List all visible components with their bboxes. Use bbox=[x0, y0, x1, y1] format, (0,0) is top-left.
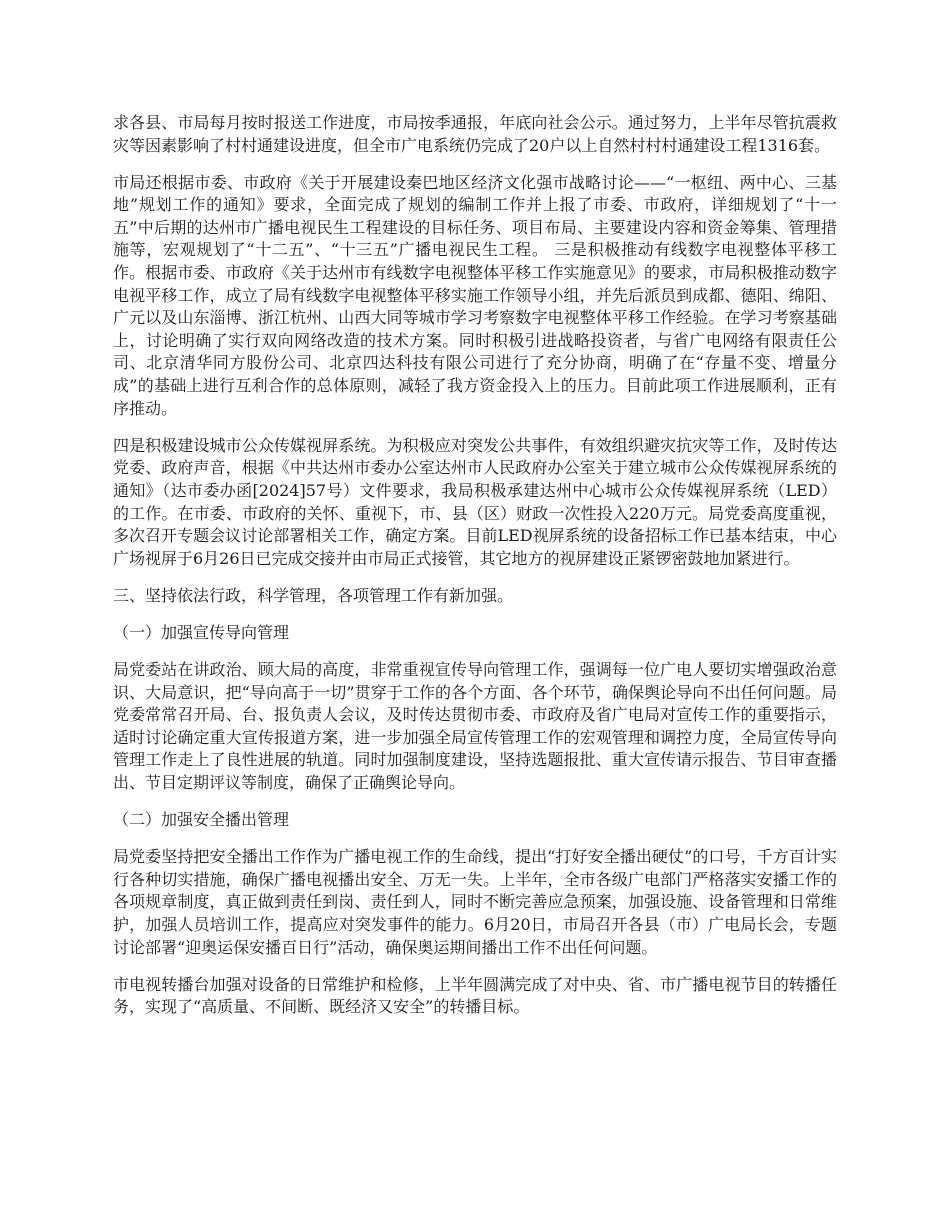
paragraph-village-coverage: 求各县、市局每月按时报送工作进度，市局按季通报，年底向社会公示。通过努力，上半年尽管抗震救灾等因素影响了村村通建设进度，但全市广电系统仍完成了20户以上自然村村村通建设工程1316套。 bbox=[113, 113, 837, 155]
paragraph-relay-station: 市电视转播台加强对设备的日常维护和检修，上半年圆满完成了对中央、省、市广播电视节目的转播任务，实现了“高质量、不间断、既经济又安全”的转播目标。 bbox=[113, 974, 837, 1017]
paragraph-broadcast-safety: 局党委坚持把安全播出工作作为广播电视工作的生命线，提出“打好安全播出硬仗”的口号，千方百计实行各种切实措施，确保广播电视播出安全、万无一失。上半年，全市各级广电部门严格落实安播工作的各项规章制度，真正做到责任到岗、责任到人，同时不断完善应急预案，加强设施、设备管理和日常维护，加强人员培训工作，提高应对突发事件的能力。6月20日，市局召开各县（市）广电局长会，专题讨论部署“迎奥运保安播百日行”活动，确保奥运期间播出工作不出任何问题。 bbox=[113, 847, 837, 957]
section-heading-administration: 三、坚持依法行政，科学管理，各项管理工作有新加强。 bbox=[113, 585, 514, 605]
document-body bbox=[113, 112, 837, 1033]
subheading-broadcast-safety: （二）加强安全播出管理 bbox=[113, 810, 290, 830]
paragraph-planning-digital-tv: 市局还根据市委、市政府《关于开展建设秦巴地区经济文化强市战略讨论——“一枢纽、两中心、三基地”规划工作的通知》要求，全面完成了规划的编制工作并上报了市委、市政府，详细规划了“十一五”中后期的达州市广播电视民生工程建设的目标任务、项目布局、主要建设内容和资金筹集、管理措施等，宏观规划了“十二五”、“十三五”广播电视民生工程。 三是积极推动有线数字电视整体平移工作。根据市委、市政府《关于达州市有线数字电视整体平移工作实施意见》的要求，市局积极推动数字电视平移工作，成立了局有线数字电视整体平移实施工作领导小组，并先后派员到成都、德阳、绵阳、广元以及山东淄博、浙江杭州、山西大同等城市学习考察数字电视整体平移工作经验。在学习考察基础上，讨论明确了实行双向网络改造的技术方案。同时积极引进战略投资者，与省广电网络有限责任公司、北京清华同方股份公司、北京四达科技有限公司进行了充分协商，明确了在“存量不变、增量分成”的基础上进行互利合作的总体原则，减轻了我方资金投入上的压力。目前此项工作进展顺利，正有序推动。 bbox=[113, 172, 837, 418]
paragraph-public-media-screen: 四是积极建设城市公众传媒视屏系统。为积极应对突发公共事件，有效组织避灾抗灾等工作，及时传达党委、政府声音，根据《中共达州市委办公室达州市人民政府办公室关于建立城市公众传媒视屏系统的通知》（达市委办函[2024]57号）文件要求，我局积极承建达州中心城市公众传媒视屏系统（LED）的工作。在市委、市政府的关怀、重视下，市、县（区）财政一次性投入220万元。局党委高度重视，多次召开专题会议讨论部署相关工作，确定方案。目前LED视屏系统的设备招标工作已基本结束，中心广场视屏于6月26日已完成交接并由市局正式接管，其它地方的视屏建设正紧锣密鼓地加紧进行。 bbox=[113, 435, 837, 568]
paragraph-propaganda-management: 局党委站在讲政治、顾大局的高度，非常重视宣传导向管理工作，强调每一位广电人要切实增强政治意识、大局意识，把“导向高于一切”贯穿于工作的各个方面、各个环节，确保舆论导向不出任何问题。局党委常常召开局、台、报负责人会议，及时传达贯彻市委、市政府及省广电局对宣传工作的重要指示，适时讨论确定重大宣传报道方案，进一步加强全局宣传管理工作的宏观管理和调控力度，全局宣传导向管理工作走上了良性进展的轨道。同时加强制度建设，坚持选题报批、重大宣传请示报告、节目审查播出、节目定期评议等制度，确保了正确舆论导向。 bbox=[113, 659, 837, 792]
subheading-propaganda-management: （一）加强宣传导向管理 bbox=[113, 622, 290, 642]
